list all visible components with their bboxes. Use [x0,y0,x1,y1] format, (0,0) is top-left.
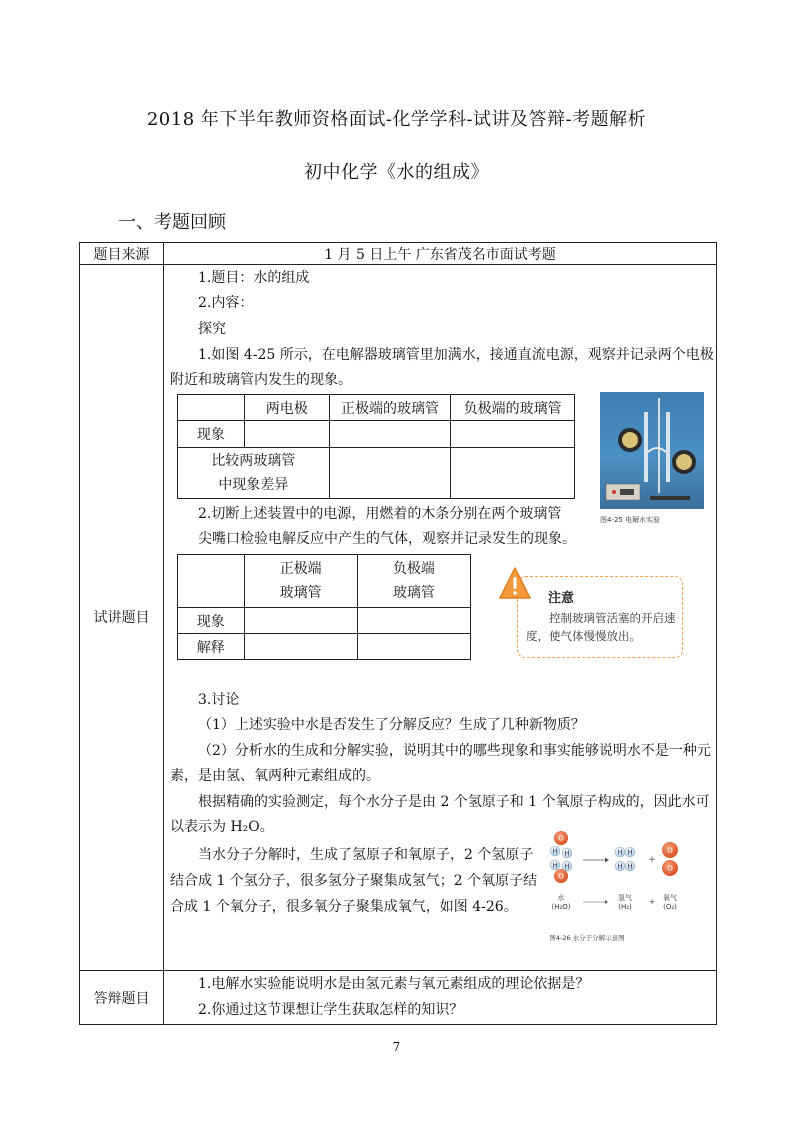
svg-text:H: H [564,862,570,871]
svg-text:H: H [617,848,623,857]
question-2-line2: 素，是由氢、氧两种元素组成的。 [170,768,380,784]
svg-text:图4-26 水分子分解示意图: 图4-26 水分子分解示意图 [549,934,625,942]
svg-text:O: O [558,872,564,881]
notice-box [517,576,683,658]
page-number: 7 [392,1040,401,1054]
svg-text:+: + [648,855,656,865]
paragraph-2-line1: 当水分子分解时，生成了氢原子和氧原子，2 个氢原子 [198,847,534,863]
step2-line2: 尖嘴口检验电解反应中产生的气体，观察并记录发生的现象。 [198,531,576,547]
svg-text:(H₂): (H₂) [618,903,632,911]
svg-text:H: H [627,862,633,871]
defense-label: 答辩题目 [93,991,150,1007]
svg-text:O: O [667,846,673,855]
t2-row-phenomenon: 现象 [178,608,245,634]
water-decomposition-diagram [545,828,695,946]
t1-row-phenomenon: 现象 [178,421,245,448]
t1-header-negative: 负极端的玻璃管 [451,395,575,421]
document-subtitle: 初中化学《水的组成》 [304,162,489,183]
paragraph-1-line1: 根据精确的实验测定，每个水分子是由 2 个氢原子和 1 个氧原子构成的，因此水可 [198,794,710,810]
item-content: 2.内容： [198,295,254,311]
svg-text:(H₂O): (H₂O) [551,903,571,911]
observation-table-2 [177,554,471,660]
svg-text:氢气: 氢气 [618,894,632,902]
t2-header-negative: 负极端 玻璃管 [357,555,470,608]
t2-header-positive: 正极端 玻璃管 [244,555,357,608]
fig425-caption: 图4-25 电解水实验 [600,516,661,524]
notice-title: 注意 [548,591,575,606]
step1-line2: 附近和玻璃管内发生的现象。 [170,372,352,388]
t1-header-electrodes: 两电极 [244,395,329,421]
t1-row-compare: 比较两玻璃管 中现象差异 [178,448,330,499]
defense-question-2: 2.你通过这节课想让学生获取怎样的知识？ [198,1002,464,1018]
paragraph-2-line3: 合成 1 个氧分子，很多氧分子聚集成氧气，如图 4-26。 [170,899,518,915]
discuss-heading: 3.讨论 [198,692,240,708]
svg-text:+: + [649,898,655,906]
svg-text:氧气: 氧气 [663,894,677,902]
document-title: 2018 年下半年教师资格面试-化学学科-试讲及答辩-考题解析 [146,109,647,130]
warning-icon [498,566,532,602]
svg-text:H: H [617,862,623,871]
electrolysis-apparatus-image [600,392,704,509]
svg-text:(O₂): (O₂) [663,903,677,911]
svg-text:H: H [552,861,558,870]
paragraph-2-line2: 结合成 1 个氢分子，很多氢分子聚集成氢气；2 个氧原子结 [170,873,538,889]
source-label: 题目来源 [93,247,150,263]
item-topic: 1.题目：水的组成 [198,270,310,286]
section-heading: 一、考题回顾 [118,212,226,233]
step1-line1: 1.如图 4-25 所示，在电解器玻璃管里加满水，接通直流电源，观察并记录两个电极 [198,347,714,363]
t1-header-positive: 正极端的玻璃管 [329,395,451,421]
observation-table-1 [177,394,575,499]
lecture-label: 试讲题目 [93,610,150,626]
svg-text:H: H [627,848,633,857]
defense-question-1: 1.电解水实验能说明水是由氢元素与氧元素组成的理论依据是？ [198,976,590,992]
explore-heading: 探究 [198,321,226,337]
paragraph-1-line2: 以表示为 H₂O。 [170,819,274,835]
question-2-line1: （2）分析水的生成和分解实验，说明其中的哪些现象和事实能够说明水不是一种元 [198,743,711,759]
source-value: 1 月 5 日上午 广东省茂名市面试考题 [324,247,556,263]
svg-text:H: H [552,847,558,856]
svg-text:水: 水 [557,894,565,902]
notice-text: 控制玻璃管活塞的开启速度，使气体慢慢放出。 [526,611,676,643]
svg-text:O: O [558,834,564,843]
step2-line1: 2.切断上述装置中的电源，用燃着的木条分别在两个玻璃管 [198,506,562,522]
svg-text:H: H [564,849,570,858]
svg-text:O: O [667,864,673,873]
t2-row-explanation: 解释 [178,634,245,660]
question-1: （1）上述实验中水是否发生了分解反应？生成了几种新物质？ [198,717,585,733]
